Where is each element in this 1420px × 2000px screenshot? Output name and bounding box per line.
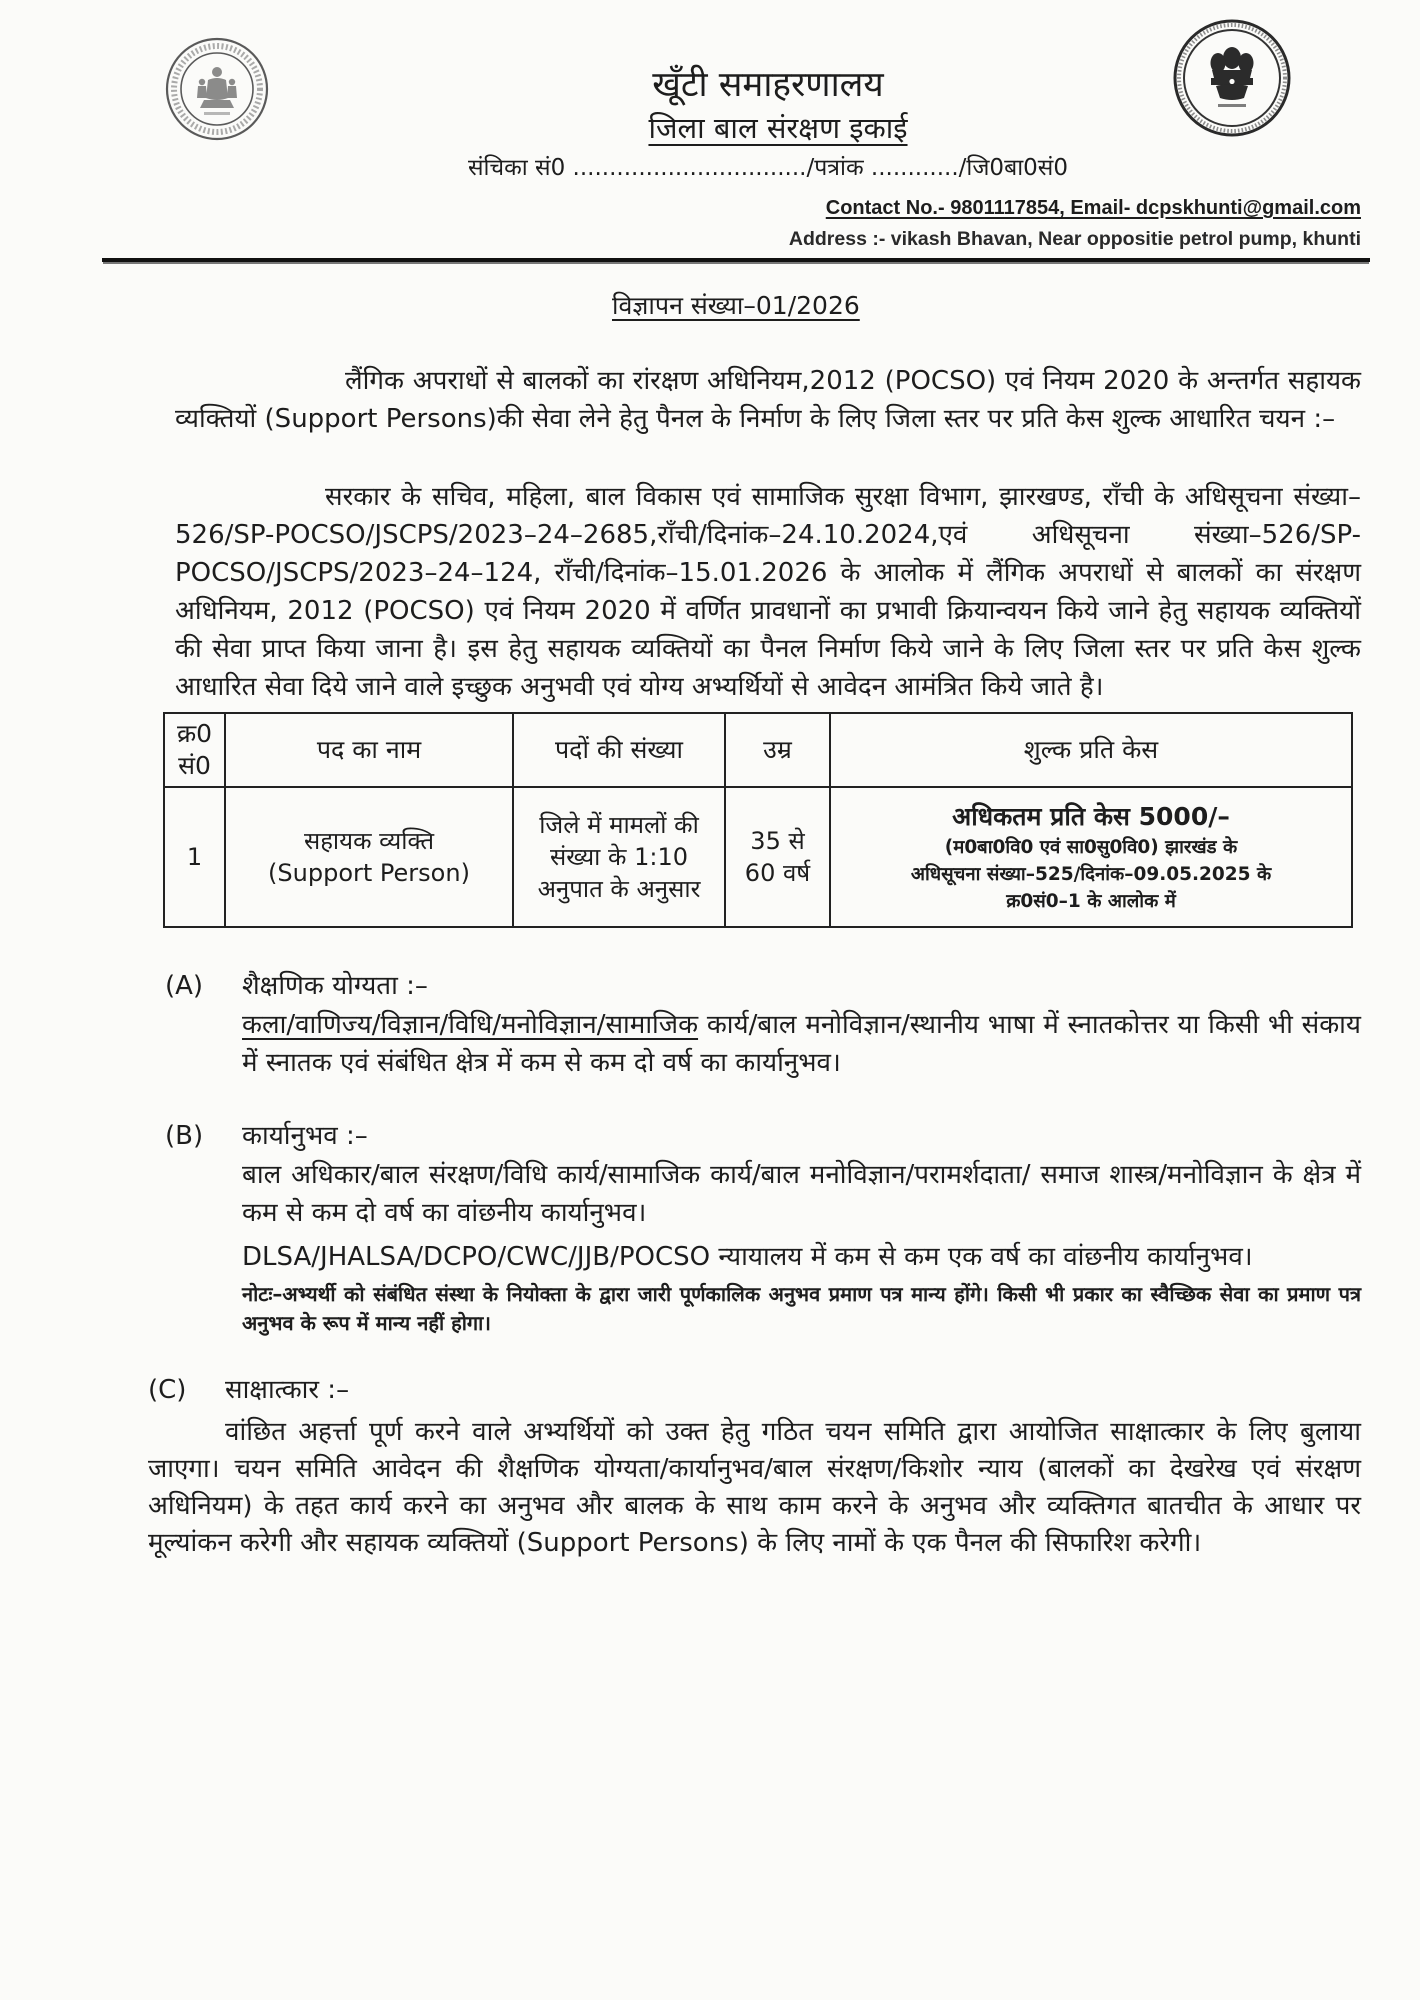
state-emblem-graphic [1172, 18, 1292, 138]
unit-subtitle-text: जिला बाल संरक्षण इकाई [648, 111, 908, 145]
section-b-title: कार्यानुभव :– [242, 1121, 368, 1151]
post-name-hindi: सहायक व्यक्ति [303, 827, 435, 855]
section-b-paragraph-2: DLSA/JHALSA/DCPO/CWC/JJB/POCSO न्यायालय में कम से कम एक वर्ष का वांछनीय कार्यानुभव। [242, 1242, 1253, 1272]
section-interview [148, 1370, 1365, 1562]
section-a-label: (A) [165, 971, 204, 1001]
age-line: 35 से [750, 827, 805, 855]
header-post-count: पदों की संख्या [513, 713, 725, 787]
lion-capital [1211, 47, 1254, 107]
post-name-english: (Support Person) [268, 859, 470, 887]
advertisement-number-text: विज्ञापन संख्या–01/2026 [612, 291, 860, 320]
header-serial: क्र0 सं0 [164, 713, 225, 787]
address-line: Address :- vikash Bhavan, Near oppositie petrol pump, khunti [788, 228, 1361, 250]
section-c-paragraph: वांछित अहर्त्ता पूर्ण करने वाले अभ्यर्थियों को उक्त हेतु गठित चयन समिति द्वारा आयोजित साक्षात्कार के लिए बुलाया जाएगा। चयन समिति आवेदन की शैक्षणिक योग्यता/कार्यानुभव/बाल संरक्षण/किशोर न्याय (बालकों का देखरेख एवं संरक्षण अधिनियम) के तहत कार्य करने का अनुभव और बालक के साथ काम करने के अनुभव और व्यक्तिगत बातचीत के आधार पर मूल्यांकन करेगी और सहायक व्यक्तियों (Support Persons) के लिए नामों के एक पैनल की सिफारिश करेगी। [148, 1417, 1361, 1558]
state-emblem-icon [1172, 18, 1292, 138]
table-row [164, 787, 1352, 927]
table-header-row [164, 713, 1352, 787]
section-a-heading [165, 966, 1365, 1006]
section-a-title: शैक्षणिक योग्यता :– [242, 971, 428, 1001]
section-c-title: साक्षात्कार :– [225, 1375, 350, 1405]
section-b-note: नोटः–अभ्यर्थी को संबंधित संस्था के नियोक्ता के द्वारा जारी पूर्णकालिक अनुभव प्रमाण पत्र मान्य होंगे। किसी भी प्रकार का स्वैच्छिक सेवा का प्रमाण पत्र अनुभव के रूप में मान्य नहीं होगा। [242, 1282, 1361, 1335]
cell-age [725, 787, 830, 927]
post-details-table [163, 712, 1353, 928]
cell-post-name [225, 787, 513, 927]
fee-note-line: क्र0सं0–1 के आलोक में [1006, 890, 1176, 912]
fee-amount: अधिकतम प्रति केस 5000/– [952, 801, 1230, 831]
post-count-line: संख्या के 1:10 [550, 843, 688, 871]
cell-fee [830, 787, 1352, 927]
cell-post-count [513, 787, 725, 927]
age-line: 60 वर्ष [744, 859, 811, 887]
seal-figure [197, 67, 237, 115]
fee-note-line: अधिसूचना संख्या–525/दिनांक–09.05.2025 के [910, 863, 1272, 885]
post-count-line: जिले में मामलों की [539, 811, 699, 839]
section-a-underlined-subjects: कला/वाणिज्य/विज्ञान/विधि/मनोविज्ञान/सामाजिक [242, 1010, 699, 1040]
advertisement-number [612, 286, 1365, 326]
notification-paragraph: सरकार के सचिव, महिला, बाल विकास एवं सामाजिक सुरक्षा विभाग, झारखण्ड, राँची के अधिसूचना संख्या–526/SP-POCSO/JSCPS/2023–24–2685,राँची/दिनांक–24.10.2024,एवं अधिसूचना संख्या–526/SP-POCSO/JSCPS/2023–24–124, राँची/दिनांक–15.01.2026 के आलोक में लैंगिक अपराधों से बालकों का संरक्षण अधिनियम, 2012 (POCSO) एवं नियम 2020 में वर्णित प्रावधानों का प्रभावी क्रियान्वयन किये जाने हेतु सहायक व्यक्तियों की सेवा प्राप्त किया जाना है। इस हेतु सहायक व्यक्तियों का पैनल निर्माण किये जाने के लिए जिला स्तर पर प्रति केस शुल्क आधारित सेवा दिये जाने वाले इच्छुक अनुभवी एवं योग्य अभ्यर्थियों से आवेदन आमंत्रित किये जाते है। [175, 482, 1361, 702]
section-c-heading [148, 1370, 1365, 1410]
header-divider [102, 258, 1370, 262]
section-b-paragraph-1: बाल अधिकार/बाल संरक्षण/विधि कार्य/सामाजिक कार्य/बाल मनोविज्ञान/परामर्शदाता/ समाज शास्त्र/मनोविज्ञान के क्षेत्र में कम से कम दो वर्ष का वांछनीय कार्यानुभव। [242, 1160, 1361, 1228]
file-reference-line: संचिका सं0 ................................/पत्रांक ............/जि0बा0सं0 [468, 155, 1068, 181]
post-count-line: अनुपात के अनुसार [537, 875, 701, 903]
cell-serial: 1 [164, 787, 225, 927]
contact-line: Contact No.- 9801117854, Email- dcpskhunti@gmail.com [825, 197, 1361, 219]
fee-note-line: (म0बा0वि0 एवं सा0सु0वि0) झारखंड के [944, 836, 1238, 858]
office-title: खूँटी समाहरणालय [652, 65, 884, 105]
advertisement-body [148, 286, 1365, 1562]
section-c-label: (C) [148, 1375, 187, 1405]
section-a-text-rest: कार्य/बाल मनोविज्ञान/स्थानीय भाषा में स्नातकोत्तर या किसी भी संकाय में स्नातक एवं संबंधित क्षेत्र में कम से कम दो वर्ष का कार्यानुभव। [242, 1010, 1361, 1078]
district-seal-icon [164, 36, 270, 142]
unit-subtitle [528, 108, 1028, 148]
section-b-label: (B) [165, 1121, 204, 1151]
section-work-experience [165, 1116, 1365, 1338]
section-b-heading [165, 1116, 1365, 1156]
intro-paragraph: लैंगिक अपराधों से बालकों का रांरक्षण अधिनियम,2012 (POCSO) एवं नियम 2020 के अन्तर्गत सहायक व्यक्तियों (Support Persons)की सेवा लेने हेतु पैनल के निर्माण के लिए जिला स्तर पर प्रति केस शुल्क आधारित चयन :– [175, 366, 1361, 434]
header-post-name: पद का नाम [225, 713, 513, 787]
district-seal-graphic [164, 36, 270, 142]
header-age: उम्र [725, 713, 830, 787]
header-fee: शुल्क प्रति केस [830, 713, 1352, 787]
section-a-text [242, 1006, 1361, 1082]
section-educational-qualification [165, 966, 1365, 1082]
